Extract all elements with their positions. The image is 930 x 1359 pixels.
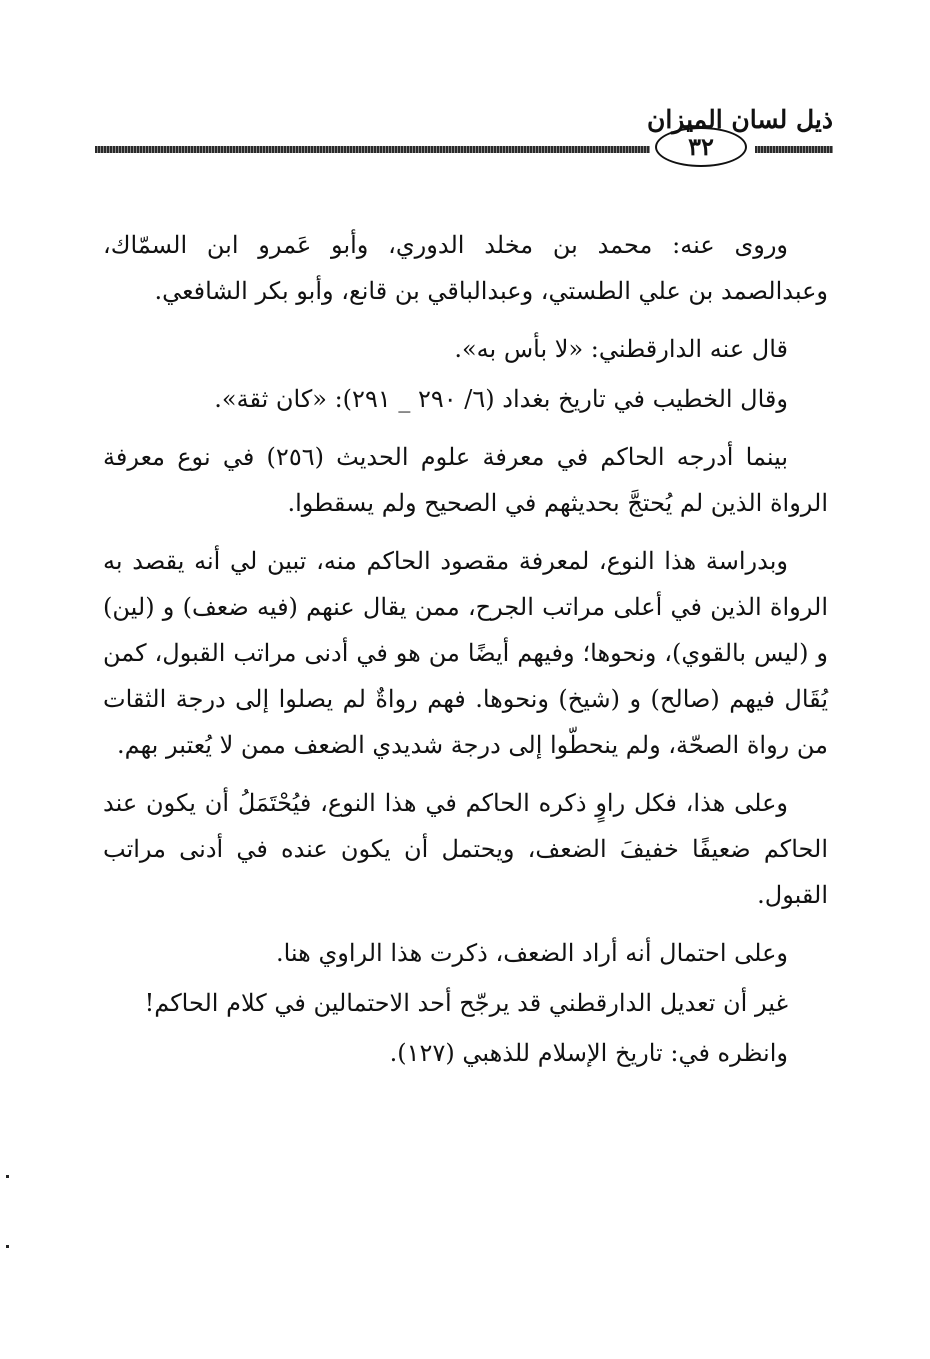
book-title: ذيل لسان الميزان (647, 105, 833, 134)
paragraph-khatib: وقال الخطيب في تاريخ بغداد (٦/ ٢٩٠ _ ٢٩١): «كان ثقة». (214, 385, 788, 413)
paragraph-tadil: غير أن تعديل الدارقطني قد يرجّح أحد الاحتمالين في كلام الحاكم! (144, 989, 788, 1017)
paragraph-conclusion: وعلى هذا، فكل راوٍ ذكره الحاكم في هذا النوع، فيُحْتَمَلُ أن يكون عند الحاكم ضعيفًا خفيفَ الضعف، ويحتمل أن يكون عنده في أدنى مراتب القبول. (103, 789, 828, 909)
header-rule-left (95, 146, 650, 153)
paragraph-study: وبدراسة هذا النوع، لمعرفة مقصود الحاكم منه، تبين لي أنه يقصد به الرواة الذين في أعلى مراتب الجرح، ممن يقال عنهم (فيه ضعف) و (لين) و (ليس بالقوي)، ونحوها؛ وفيهم أيضًا من هو في أدنى مراتب القبول، كمن يُقَال فيهم (صالح) و (شيخ) ونحوها. فهم رواةٌ لم يصلوا إلى درجة الثقات من رواة الصحّة، ولم ينحطّوا إلى درجة شديدي الضعف ممن لا يُعتبر بهم. (103, 547, 828, 759)
paragraph-daraqutni: قال عنه الدارقطني: «لا بأس به». (454, 335, 788, 363)
paragraph-weakness: وعلى احتمال أنه أراد الضعف، ذكرت هذا الراوي هنا. (275, 939, 788, 967)
paragraph-hakim: بينما أدرجه الحاكم في معرفة علوم الحديث (٢٥٦) في نوع معرفة الرواة الذين لم يُحتجَّ بحديثهم في الصحيح ولم يسقطوا. (103, 443, 828, 517)
page-body (103, 222, 828, 1080)
header-rule-right (755, 146, 833, 153)
page-number: ٣٢ (655, 127, 747, 167)
margin-mark (6, 1245, 9, 1248)
paragraph-narrators: وروى عنه: محمد بن مخلد الدوري، وأبو عَمرو ابن السمّاك، وعبدالصمد بن علي الطستي، وعبدالباقي بن قانع، وأبو بكر الشافعي. (103, 231, 828, 305)
paragraph-reference: وانظره في: تاريخ الإسلام للذهبي (١٢٧). (389, 1039, 788, 1067)
margin-mark (6, 1175, 9, 1178)
